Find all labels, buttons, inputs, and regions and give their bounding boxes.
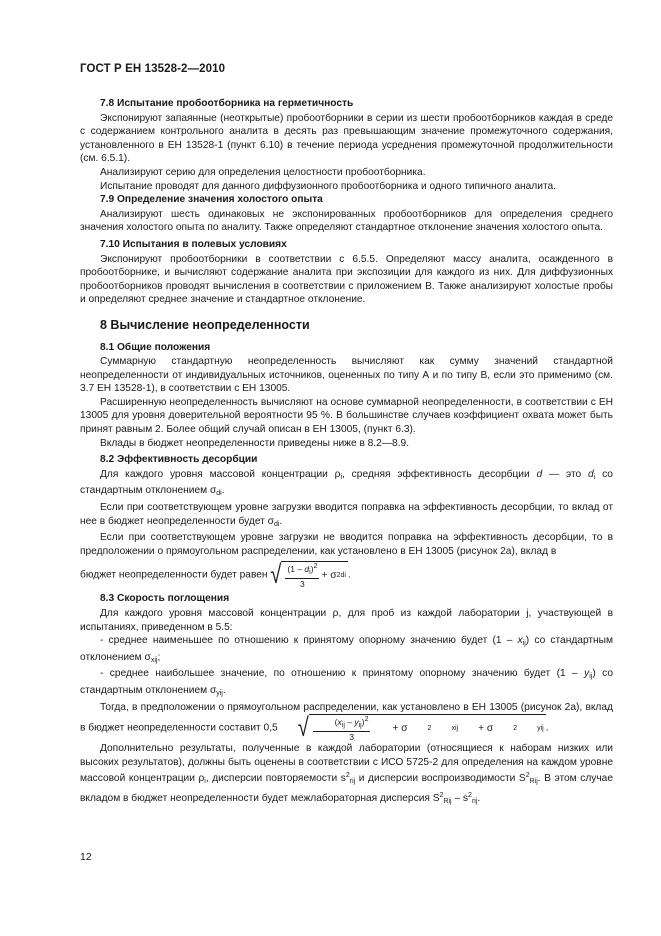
formula-uptake: √ $\frac{(x_{ij} - y_{ij})^2}{3}$ + σ 2 xij + σ 2 yij bbox=[297, 713, 544, 743]
paragraph: Вклады в бюджет неопределенности приведены ниже в 8.2—8.9. bbox=[100, 437, 410, 449]
paragraph: Расширенную неопределенность вычисляют на основе суммарной неопределенности, в соответствии с ЕН 13005 для уровня доверительной вероятности 95 %. В большинстве случаев коэффициент охвата может быть принят равным 2. Более общий случай описан в ЕН 13005, (пункт 6.3). bbox=[80, 396, 613, 436]
paragraph: Анализируют шесть одинаковых не экспонированных пробоотборников для определения среднего значения холостого опыта по аналиту. Также определяют стандартное отклонение значения холостого опыта. bbox=[80, 208, 613, 234]
paragraph: Испытание проводят для данного диффузионного пробоотборника и одного типичного аналита. bbox=[100, 180, 556, 192]
document-body bbox=[80, 97, 613, 809]
section-7-10-heading: 7.10 Испытания в полевых условиях bbox=[100, 238, 287, 250]
document-header: ГОСТ Р ЕН 13528-2—2010 bbox=[80, 63, 226, 75]
section-8-2-heading: 8.2 Эффективность десорбции bbox=[100, 454, 258, 466]
section-7-9-heading: 7.9 Определение значения холостого опыта bbox=[100, 194, 323, 206]
paragraph: Экспонируют запаянные (неоткрытые) пробоотборники в серии из шести пробоотборников каждая в среде с содержанием контрольного аналита в десять раз превышающим значение промежуточного содержания, установленного в ЕН 13528-1 (пункт 6.10) в течение периода усреднения промежуточной продолжительности (см. 6.5.1). bbox=[80, 112, 613, 165]
section-8-1-heading: 8.1 Общие положения bbox=[100, 341, 211, 353]
paragraph: Для каждого уровня массовой концентрации $\rho_i$, средняя эффективность десорбции d — это $d_i$ со стандартным отклонением $\sigma_{di}$. bbox=[80, 468, 613, 498]
paragraph: Анализируют серию для определения целостности пробоотборника. bbox=[100, 166, 426, 178]
paragraph: Если при соответствующем уровне загрузки вводится поправка на эффективность десорбции, то вклад от нее в бюджет неопределенности будет $\sigma_{di}$. bbox=[80, 502, 613, 528]
paragraph: - среднее наибольшее значение, по отношению к принятому опорному значению будет $(1 - y_{ij})$ со стандартным отклонением $\sigma_{yij}$. bbox=[80, 668, 614, 697]
paragraph: Дополнительно результаты, полученные в каждой лаборатории (относящиеся к наборам низких или высоких результатов), должны быть оценены в соответствии с ИСО 5725-2 для определения на каждом уровне массовой концентрации $\rho_i$, дисперсии повторяемости $s^2_{rij}$ и дисперсии воспроизводимости $S^2_{Rij}$. В этом случае вкладом в бюджет неопределенности будет межлабораторная дисперсия $S^2_{Rij} - s^2_{rij}$. bbox=[80, 743, 613, 805]
section-7-8-heading: 7.8 Испытание пробоотборника на герметичность bbox=[100, 98, 354, 109]
paragraph: бюджет неопределенности будет равен √ $\frac{(1 - d_i)^2}{3}$ + σ 2 di . bbox=[80, 561, 351, 590]
paragraph: Тогда, в предположении о прямоугольном распределении, как установлено в ЕН 13005 (рисунок 2а), вклад в бюджет неопределенности составит 0,5 √ $\frac{(x_{ij} - y_{ij})^2}{3}$ + σ 2 xij + σ 2 yij . bbox=[80, 701, 613, 743]
paragraph: Экспонируют пробоотборники в соответствии с 6.5.5. Определяют массу аналита, осажденного в пробоотборнике, и вычисляют содержание аналита при экспозиции для каждого из них. Для диффузионных пробоотборников проводят вычисления в соответствии с приложением В. Также анализируют холостые пробы и определяют среднее значение и стандартное отклонение. bbox=[80, 253, 613, 306]
formula-desorption: √ $\frac{(1 - d_i)^2}{3}$ + σ 2 di bbox=[270, 561, 346, 590]
paragraph: Если при соответствующем уровне загрузки не вводится поправка на эффективность десорбции, то в предположении о прямоугольном распределении, как установлено в ЕН 13005 (рисунок 2а), вклад в bbox=[80, 532, 613, 557]
page-number: 12 bbox=[80, 851, 92, 863]
section-8-3-heading: 8.3 Скорость поглощения bbox=[100, 593, 230, 605]
paragraph: - среднее наименьшее по отношению к принятому опорному значению будет $(1 - x_{ij})$ со стандартным отклонением $\sigma_{xij}$; bbox=[80, 635, 614, 664]
paragraph: Для каждого уровня массовой концентрации ρ, для проб из каждой лаборатории j, участвующей в испытаниях, приведенном в 5.5: bbox=[80, 608, 613, 633]
section-8-heading: 8 Вычисление неопределенности bbox=[100, 317, 310, 332]
paragraph: Суммарную стандартную неопределенность вычисляют как сумму значений стандартной неопределенности от индивидуальных источников, оцененных по типу А и по типу В, если это применимо (см. 3.7 ЕН 13528-1), в соответствии с ЕН 13005. bbox=[80, 356, 613, 395]
